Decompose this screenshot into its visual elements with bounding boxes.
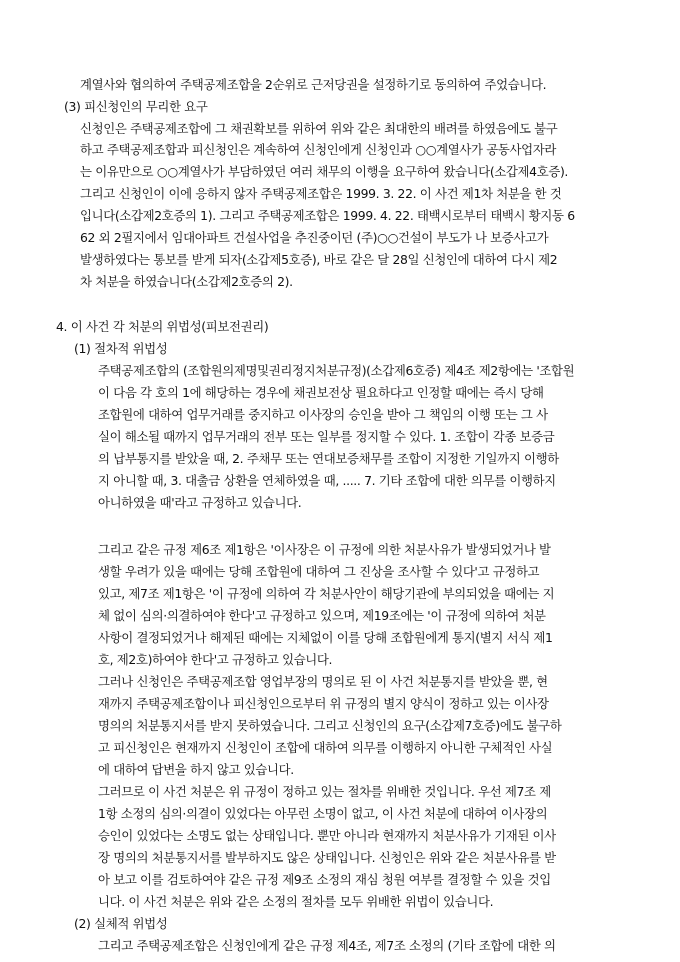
text-line: 차 처분을 하였습니다(소갑제2호증의 2). (80, 274, 293, 289)
text-line: 호, 제2호)하여야 한다'고 규정하고 있습니다. (98, 652, 333, 667)
text-line: 아 보고 이를 검토하여야 같은 규정 제9조 소정의 재심 청원 여부를 결정할 수 있을 것입 (98, 872, 551, 887)
text-line: 62 외 2필지에서 임대아파트 건설사업을 추진중이던 (주)○○건설이 부도가 나 보증사고가 (80, 230, 549, 245)
text-line: 승인이 있었다는 소명도 없는 상태입니다. 뿐만 아니라 현재까지 처분사유가 기재된 이사 (98, 828, 556, 843)
text-line: 그리고 주택공제조합은 신청인에게 같은 규정 제4조, 제7조 소정의 (기타 조합에 대한 의 (98, 938, 556, 953)
text-line: 발생하였다는 통보를 받게 되자(소갑제5호증), 바로 같은 달 28일 신청인에 대하여 다시 제2 (80, 252, 558, 267)
text-line: 명의의 처분통지서를 받지 못하였습니다. 그리고 신청인의 요구(소갑제7호증)에도 불구하 (98, 718, 562, 733)
text-line: 생할 우려가 있을 때에는 당해 조합원에 대하여 그 진상을 조사할 수 있다'고 규정하고 (98, 564, 540, 579)
text-line: 그리고 신청인이 이에 응하지 않자 주택공제조합은 1999. 3. 22. 이 사건 제1차 처분을 한 것 (80, 186, 562, 201)
text-line: 계열사와 협의하여 주택공제조합을 2순위로 근저당권을 설정하기로 동의하여 주었습니다. (80, 77, 547, 92)
subsection-heading: (2) 실체적 위법성 (74, 916, 168, 931)
text-line: 주택공제조합의 (조합원의제명및권리정지처분규정)(소갑제6호증) 제4조 제2항에는 '조합원 (98, 363, 575, 378)
text-line: 장 명의의 처분통지서를 발부하지도 않은 상태입니다. 신청인은 위와 같은 처분사유를 받 (98, 850, 556, 865)
text-line: 고 피신청인은 현재까지 신청인이 조합에 대하여 의무를 이행하지 아니한 구체적인 사실 (98, 740, 553, 755)
text-line: 니다. 이 사건 처분은 위와 같은 소정의 절차를 모두 위배한 위법이 있습니다. (98, 894, 494, 909)
text-line: 실이 해소될 때까지 업무거래의 전부 또는 일부를 정지할 수 있다. 1. 조합이 각종 보증금 (98, 429, 555, 444)
text-line: 그러나 신청인은 주택공제조합 영업부장의 명의로 된 이 사건 처분통지를 받았을 뿐, 현 (98, 674, 548, 689)
text-line: 체 없이 심의·의결하여야 한다'고 규정하고 있으며, 제19조에는 '이 규정에 의하여 처분 (98, 608, 546, 623)
text-line: 있고, 제7조 제1항은 '이 규정에 의하여 각 처분사안이 해당기관에 부의되었을 때에는 지 (98, 586, 555, 601)
text-line: 그리고 같은 규정 제6조 제1항은 '이사장은 이 규정에 의한 처분사유가 발생되었거나 발 (98, 542, 551, 557)
text-line: 는 이유만으로 ○○계열사가 부담하였던 여러 채무의 이행을 요구하여 왔습니다(소갑제4호증). (80, 164, 569, 179)
text-line: 의 납부통지를 받았을 때, 2. 주채무 또는 연대보증채무를 조합이 지정한 기일까지 이행하 (98, 451, 559, 466)
text-line: 입니다(소갑제2호증의 1). 그리고 주택공제조합은 1999. 4. 22. 태백시로부터 태백시 황지동 6 (80, 208, 575, 223)
text-line: 신청인은 주택공제조합에 그 채권확보를 위하여 위와 같은 최대한의 배려를 하였음에도 불구 (80, 121, 558, 136)
text-line: 지 아니할 때, 3. 대출금 상환을 연체하였을 때, ..... 7. 기타 조합에 대한 의무를 이행하지 (98, 473, 556, 488)
subsection-heading: (1) 절차적 위법성 (74, 341, 168, 356)
text-line: 1항 소정의 심의·의결이 있었다는 아무런 소명이 없고, 이 사건 처분에 대하여 이사장의 (98, 806, 548, 821)
text-line: 이 다음 각 호의 1에 해당하는 경우에 채권보전상 필요하다고 인정할 때에는 즉시 당해 (98, 385, 544, 400)
text-line: 하고 주택공제조합과 피신청인은 계속하여 신청인에게 신청인과 ○○계열사가 공동사업자라 (80, 142, 556, 157)
text-line: 재까지 주택공제조합이나 피신청인으로부터 위 규정의 별지 양식이 정하고 있는 이사장 (98, 696, 549, 711)
text-line: 아니하였을 때'라고 규정하고 있습니다. (98, 495, 302, 510)
text-line: 그러므로 이 사건 처분은 위 규정이 정하고 있는 절차를 위배한 것입니다. 우선 제7조 제 (98, 784, 551, 799)
text-line: 에 대하여 답변을 하지 않고 있습니다. (98, 762, 294, 777)
text-line: 조합원에 대하여 업무거래를 중지하고 이사장의 승인을 받아 그 책임의 이행 또는 그 사 (98, 407, 548, 422)
text-line: 사항이 결정되었거나 해제된 때에는 지체없이 이를 당해 조합원에게 통지(별지 서식 제1 (98, 630, 553, 645)
section-heading: 4. 이 사건 각 처분의 위법성(피보전권리) (56, 319, 269, 334)
section-heading: (3) 피신청인의 무리한 요구 (64, 99, 208, 114)
